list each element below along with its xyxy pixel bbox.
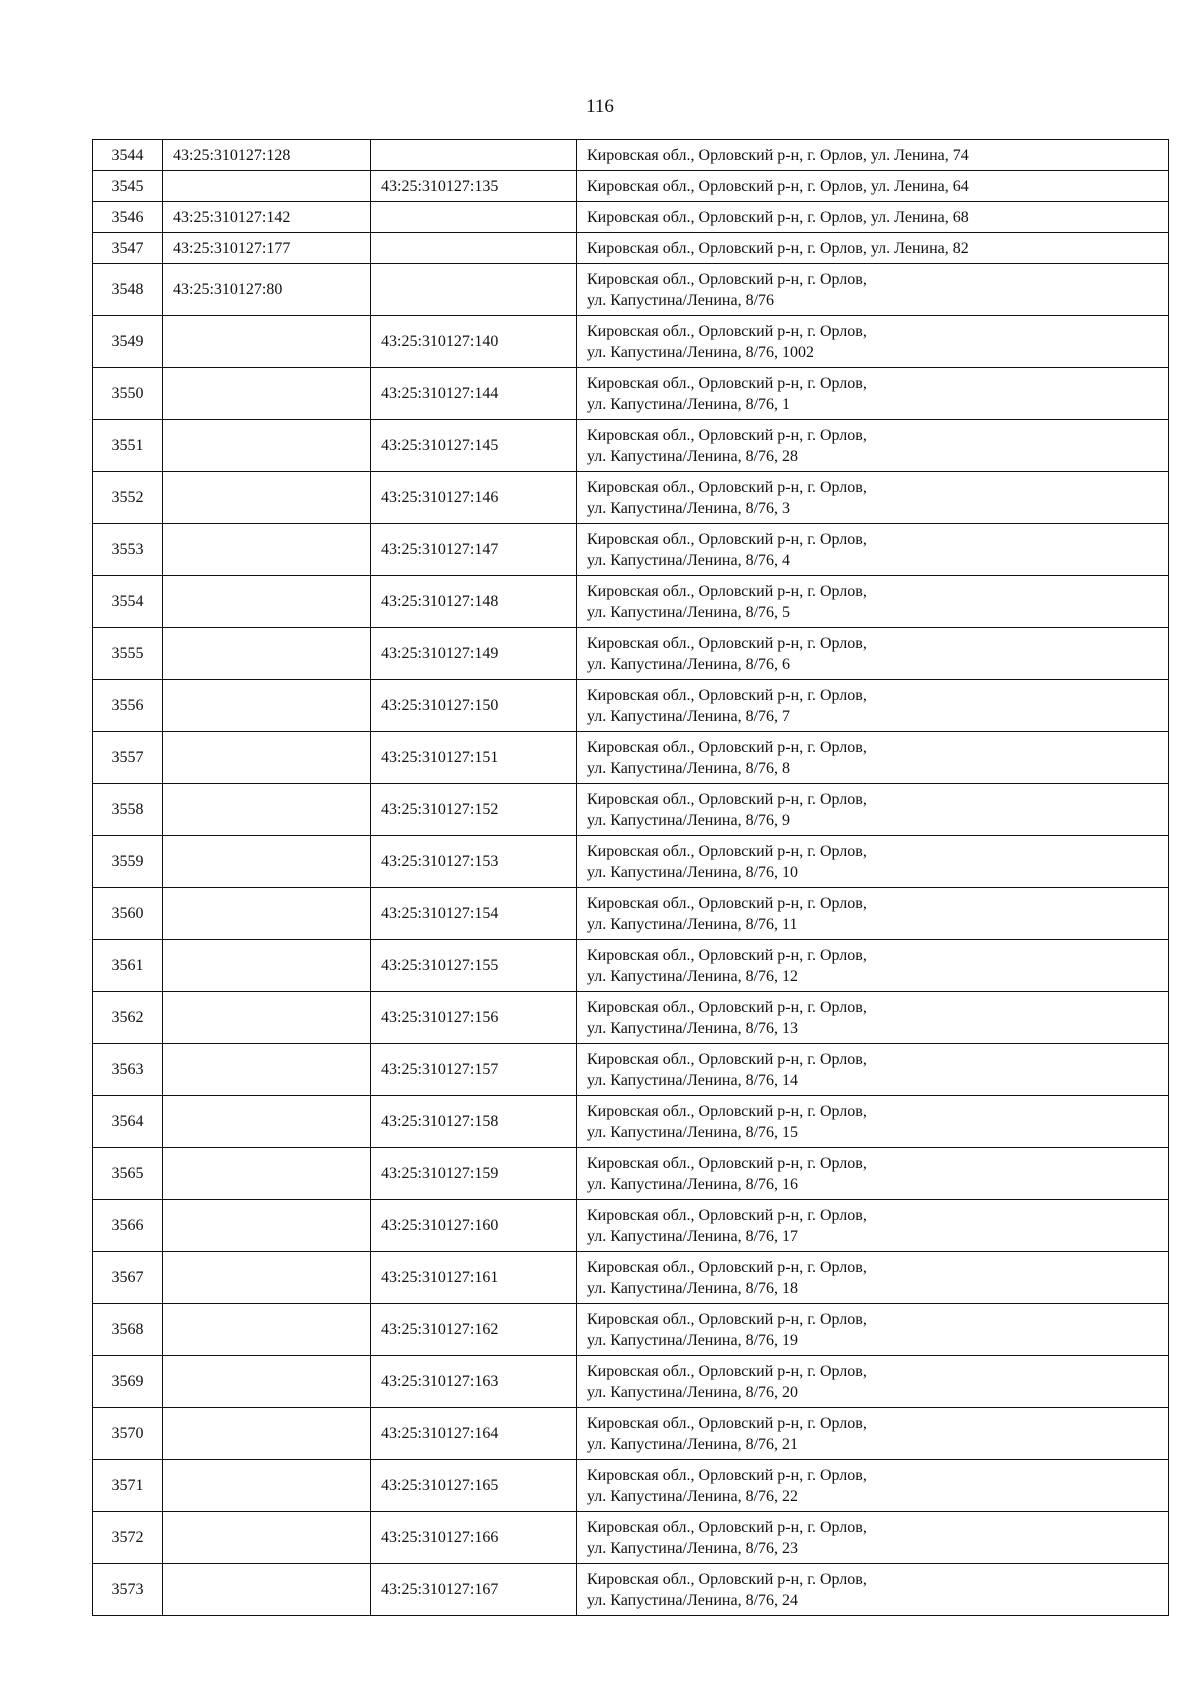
table-row [93,140,1169,171]
land-cadastral-number-cell [163,1512,371,1564]
row-number-cell: 3554 [93,576,163,628]
table-row [93,1356,1169,1408]
table-row [93,472,1169,524]
address-cell [577,1460,1169,1512]
address-cell [577,1148,1169,1200]
address-line: Кировская обл., Орловский р-н, г. Орлов, [587,1570,867,1588]
address-line: Кировская обл., Орловский р-н, г. Орлов, [587,790,867,808]
building-cadastral-number-cell: 43:25:310127:163 [371,1356,577,1408]
table-row [93,1200,1169,1252]
land-cadastral-number-cell [163,472,371,524]
table-row [93,1044,1169,1096]
building-cadastral-number-cell: 43:25:310127:159 [371,1148,577,1200]
table-row [93,680,1169,732]
building-cadastral-number-cell: 43:25:310127:161 [371,1252,577,1304]
table-row [93,264,1169,316]
row-number-cell: 3565 [93,1148,163,1200]
address-line: ул. Капустина/Ленина, 8/76 [587,291,775,309]
page-number: 116 [586,96,614,117]
address-line: Кировская обл., Орловский р-н, г. Орлов, ул. Ленина, 82 [587,239,969,257]
row-number-cell: 3558 [93,784,163,836]
address-cell [577,524,1169,576]
row-number-cell: 3564 [93,1096,163,1148]
row-number-cell: 3549 [93,316,163,368]
address-line: Кировская обл., Орловский р-н, г. Орлов, [587,582,867,600]
land-cadastral-number-cell [163,524,371,576]
address-cell [577,1252,1169,1304]
land-cadastral-number-cell: 43:25:310127:128 [163,140,371,171]
land-cadastral-number-cell [163,836,371,888]
row-number-cell: 3571 [93,1460,163,1512]
land-cadastral-number-cell [163,628,371,680]
address-line: Кировская обл., Орловский р-н, г. Орлов, ул. Ленина, 68 [587,208,969,226]
registry-table [92,139,1169,1616]
table-row [93,171,1169,202]
land-cadastral-number-cell [163,940,371,992]
address-cell [577,1304,1169,1356]
address-line: Кировская обл., Орловский р-н, г. Орлов, [587,998,867,1016]
building-cadastral-number-cell: 43:25:310127:151 [371,732,577,784]
building-cadastral-number-cell: 43:25:310127:158 [371,1096,577,1148]
table-row [93,1408,1169,1460]
table-row [93,992,1169,1044]
building-cadastral-number-cell: 43:25:310127:157 [371,1044,577,1096]
land-cadastral-number-cell [163,1460,371,1512]
land-cadastral-number-cell [163,171,371,202]
address-line: ул. Капустина/Ленина, 8/76, 24 [587,1591,799,1609]
address-line: Кировская обл., Орловский р-н, г. Орлов, [587,530,867,548]
table-row [93,1512,1169,1564]
address-line: Кировская обл., Орловский р-н, г. Орлов, [587,322,867,340]
address-line: ул. Капустина/Ленина, 8/76, 17 [587,1227,799,1245]
land-cadastral-number-cell [163,1096,371,1148]
address-line: Кировская обл., Орловский р-н, г. Орлов, [587,478,867,496]
address-line: Кировская обл., Орловский р-н, г. Орлов, [587,426,867,444]
address-line: Кировская обл., Орловский р-н, г. Орлов, [587,1414,867,1432]
address-line: ул. Капустина/Ленина, 8/76, 23 [587,1539,799,1557]
address-line: ул. Капустина/Ленина, 8/76, 20 [587,1383,799,1401]
building-cadastral-number-cell: 43:25:310127:167 [371,1564,577,1616]
building-cadastral-number-cell: 43:25:310127:144 [371,368,577,420]
row-number-cell: 3559 [93,836,163,888]
address-line: Кировская обл., Орловский р-н, г. Орлов, [587,1518,867,1536]
row-number-cell: 3546 [93,202,163,233]
table-row [93,1096,1169,1148]
address-line: ул. Капустина/Ленина, 8/76, 6 [587,655,791,673]
address-cell [577,264,1169,316]
table-row [93,1252,1169,1304]
address-cell [577,940,1169,992]
address-line: Кировская обл., Орловский р-н, г. Орлов, [587,894,867,912]
address-cell [577,732,1169,784]
address-line: ул. Капустина/Ленина, 8/76, 1 [587,395,791,413]
address-cell [577,420,1169,472]
address-line: Кировская обл., Орловский р-н, г. Орлов, [587,1258,867,1276]
row-number-cell: 3569 [93,1356,163,1408]
address-line: Кировская обл., Орловский р-н, г. Орлов, [587,374,867,392]
address-cell [577,233,1169,264]
address-cell [577,1044,1169,1096]
building-cadastral-number-cell: 43:25:310127:166 [371,1512,577,1564]
row-number-cell: 3572 [93,1512,163,1564]
address-line: Кировская обл., Орловский р-н, г. Орлов, ул. Ленина, 64 [587,177,969,195]
building-cadastral-number-cell: 43:25:310127:150 [371,680,577,732]
row-number-cell: 3566 [93,1200,163,1252]
building-cadastral-number-cell: 43:25:310127:146 [371,472,577,524]
registry-table-body [93,140,1169,1616]
address-cell [577,628,1169,680]
address-line: Кировская обл., Орловский р-н, г. Орлов, [587,1206,867,1224]
table-row [93,940,1169,992]
address-line: ул. Капустина/Ленина, 8/76, 28 [587,447,799,465]
row-number-cell: 3555 [93,628,163,680]
address-line: Кировская обл., Орловский р-н, г. Орлов, [587,270,867,288]
table-row [93,202,1169,233]
row-number-cell: 3563 [93,1044,163,1096]
address-line: ул. Капустина/Ленина, 8/76, 7 [587,707,791,725]
table-row [93,732,1169,784]
building-cadastral-number-cell: 43:25:310127:156 [371,992,577,1044]
building-cadastral-number-cell: 43:25:310127:149 [371,628,577,680]
land-cadastral-number-cell [163,1200,371,1252]
table-row [93,836,1169,888]
building-cadastral-number-cell: 43:25:310127:154 [371,888,577,940]
building-cadastral-number-cell: 43:25:310127:148 [371,576,577,628]
address-cell [577,1356,1169,1408]
address-cell [577,140,1169,171]
table-row [93,628,1169,680]
address-cell [577,202,1169,233]
building-cadastral-number-cell: 43:25:310127:153 [371,836,577,888]
row-number-cell: 3570 [93,1408,163,1460]
row-number-cell: 3562 [93,992,163,1044]
address-line: ул. Капустина/Ленина, 8/76, 10 [587,863,799,881]
building-cadastral-number-cell [371,264,577,316]
row-number-cell: 3556 [93,680,163,732]
table-row [93,784,1169,836]
land-cadastral-number-cell [163,732,371,784]
row-number-cell: 3560 [93,888,163,940]
building-cadastral-number-cell [371,202,577,233]
address-line: ул. Капустина/Ленина, 8/76, 9 [587,811,791,829]
address-cell [577,680,1169,732]
address-cell [577,836,1169,888]
building-cadastral-number-cell [371,140,577,171]
land-cadastral-number-cell [163,316,371,368]
row-number-cell: 3545 [93,171,163,202]
table-row [93,576,1169,628]
land-cadastral-number-cell [163,1148,371,1200]
address-line: Кировская обл., Орловский р-н, г. Орлов, [587,1050,867,1068]
land-cadastral-number-cell [163,368,371,420]
address-line: Кировская обл., Орловский р-н, г. Орлов, [587,1466,867,1484]
table-row [93,420,1169,472]
address-cell [577,576,1169,628]
building-cadastral-number-cell: 43:25:310127:135 [371,171,577,202]
address-line: ул. Капустина/Ленина, 8/76, 5 [587,603,791,621]
table-row [93,1564,1169,1616]
address-line: Кировская обл., Орловский р-н, г. Орлов, [587,686,867,704]
row-number-cell: 3568 [93,1304,163,1356]
table-row [93,316,1169,368]
land-cadastral-number-cell [163,680,371,732]
land-cadastral-number-cell [163,1356,371,1408]
row-number-cell: 3553 [93,524,163,576]
address-cell [577,1564,1169,1616]
building-cadastral-number-cell: 43:25:310127:155 [371,940,577,992]
address-cell [577,368,1169,420]
building-cadastral-number-cell [371,233,577,264]
land-cadastral-number-cell: 43:25:310127:177 [163,233,371,264]
address-line: ул. Капустина/Ленина, 8/76, 8 [587,759,791,777]
address-line: Кировская обл., Орловский р-н, г. Орлов, [587,1310,867,1328]
address-line: Кировская обл., Орловский р-н, г. Орлов, [587,842,867,860]
address-line: ул. Капустина/Ленина, 8/76, 4 [587,551,791,569]
row-number-cell: 3548 [93,264,163,316]
land-cadastral-number-cell [163,992,371,1044]
address-line: ул. Капустина/Ленина, 8/76, 1002 [587,343,815,361]
building-cadastral-number-cell: 43:25:310127:140 [371,316,577,368]
address-cell [577,1200,1169,1252]
building-cadastral-number-cell: 43:25:310127:165 [371,1460,577,1512]
address-line: ул. Капустина/Ленина, 8/76, 21 [587,1435,799,1453]
address-line: ул. Капустина/Ленина, 8/76, 15 [587,1123,799,1141]
land-cadastral-number-cell [163,888,371,940]
address-line: Кировская обл., Орловский р-н, г. Орлов, [587,946,867,964]
land-cadastral-number-cell [163,784,371,836]
address-line: ул. Капустина/Ленина, 8/76, 16 [587,1175,799,1193]
land-cadastral-number-cell [163,1252,371,1304]
table-row [93,368,1169,420]
table-row [93,233,1169,264]
land-cadastral-number-cell [163,1304,371,1356]
address-line: ул. Капустина/Ленина, 8/76, 22 [587,1487,799,1505]
address-line: ул. Капустина/Ленина, 8/76, 19 [587,1331,799,1349]
address-line: Кировская обл., Орловский р-н, г. Орлов, [587,1102,867,1120]
building-cadastral-number-cell: 43:25:310127:147 [371,524,577,576]
address-cell [577,992,1169,1044]
row-number-cell: 3557 [93,732,163,784]
building-cadastral-number-cell: 43:25:310127:162 [371,1304,577,1356]
land-cadastral-number-cell: 43:25:310127:80 [163,264,371,316]
row-number-cell: 3544 [93,140,163,171]
row-number-cell: 3573 [93,1564,163,1616]
row-number-cell: 3551 [93,420,163,472]
address-line: ул. Капустина/Ленина, 8/76, 11 [587,915,798,933]
row-number-cell: 3547 [93,233,163,264]
address-line: Кировская обл., Орловский р-н, г. Орлов, [587,1362,867,1380]
building-cadastral-number-cell: 43:25:310127:164 [371,1408,577,1460]
address-line: ул. Капустина/Ленина, 8/76, 12 [587,967,799,985]
building-cadastral-number-cell: 43:25:310127:145 [371,420,577,472]
land-cadastral-number-cell: 43:25:310127:142 [163,202,371,233]
table-row [93,1148,1169,1200]
address-cell [577,784,1169,836]
row-number-cell: 3550 [93,368,163,420]
table-row [93,524,1169,576]
address-line: Кировская обл., Орловский р-н, г. Орлов, [587,634,867,652]
address-line: Кировская обл., Орловский р-н, г. Орлов, ул. Ленина, 74 [587,146,969,164]
land-cadastral-number-cell [163,576,371,628]
address-cell [577,1408,1169,1460]
table-row [93,1460,1169,1512]
address-cell [577,888,1169,940]
table-row [93,1304,1169,1356]
address-cell [577,1096,1169,1148]
address-cell [577,1512,1169,1564]
address-line: ул. Капустина/Ленина, 8/76, 18 [587,1279,799,1297]
address-line: ул. Капустина/Ленина, 8/76, 13 [587,1019,799,1037]
land-cadastral-number-cell [163,1408,371,1460]
row-number-cell: 3561 [93,940,163,992]
land-cadastral-number-cell [163,1564,371,1616]
building-cadastral-number-cell: 43:25:310127:160 [371,1200,577,1252]
land-cadastral-number-cell [163,1044,371,1096]
address-line: ул. Капустина/Ленина, 8/76, 14 [587,1071,799,1089]
address-line: Кировская обл., Орловский р-н, г. Орлов, [587,738,867,756]
address-cell [577,316,1169,368]
address-cell [577,472,1169,524]
table-row [93,888,1169,940]
address-cell [577,171,1169,202]
building-cadastral-number-cell: 43:25:310127:152 [371,784,577,836]
address-line: ул. Капустина/Ленина, 8/76, 3 [587,499,791,517]
row-number-cell: 3552 [93,472,163,524]
land-cadastral-number-cell [163,420,371,472]
row-number-cell: 3567 [93,1252,163,1304]
address-line: Кировская обл., Орловский р-н, г. Орлов, [587,1154,867,1172]
